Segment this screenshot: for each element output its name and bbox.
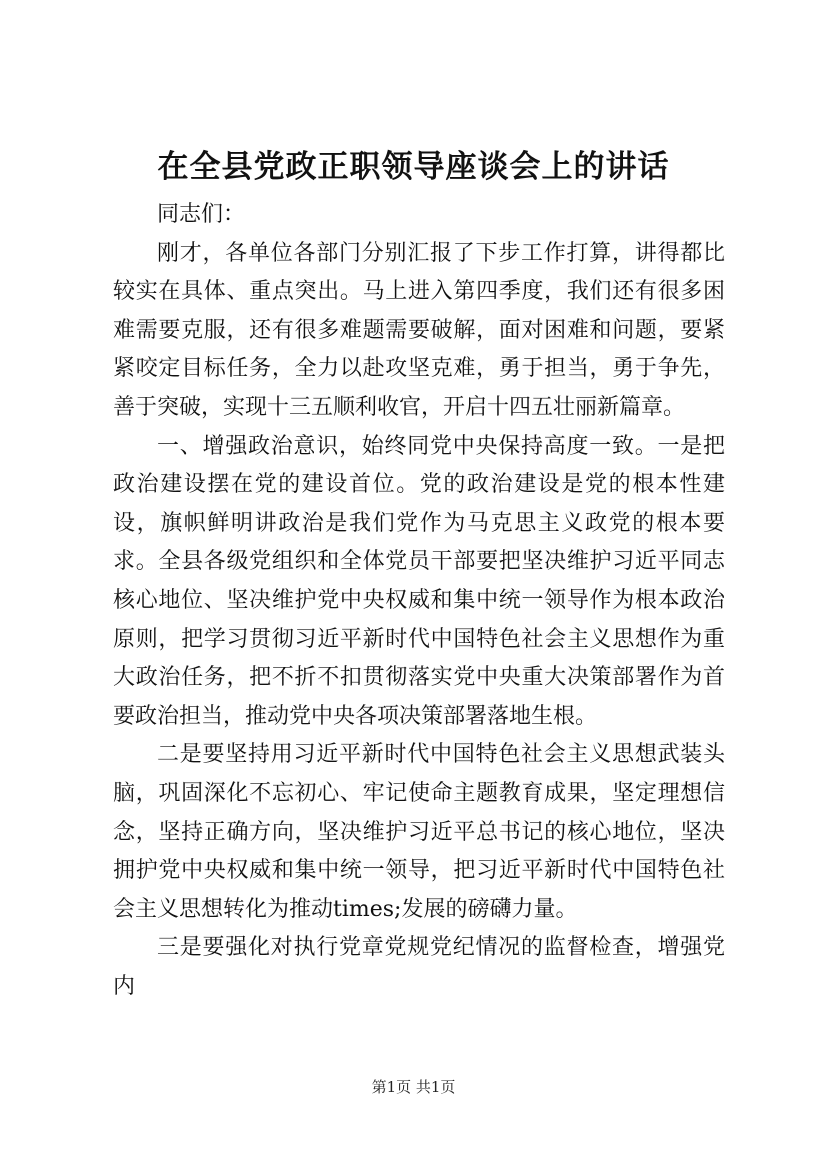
paragraph-opening: 刚才，各单位各部门分别汇报了下步工作打算，讲得都比较实在具体、重点突出。马上进入第四季度，我们还有很多困难需要克服，还有很多难题需要破解，面对困难和问题，要紧紧咬定目标任务，全力以赴攻坚克难，勇于担当，勇于争先，善于突破，实现十三五顺利收官，开启十四五壮丽新篇章。 [113, 240, 725, 420]
paragraph-section-one: 一、增强政治意识，始终同党中央保持高度一致。一是把政治建设摆在党的建设首位。党的政治建设是党的根本性建设，旗帜鲜明讲政治是我们党作为马克思主义政党的根本要求。全县各级党组织和全体党员干部要把坚决维护习近平同志核心地位、坚决维护党中央权威和集中统一领导作为根本政治原则，把学习贯彻习近平新时代中国特色社会主义思想作为重大政治任务，把不折不扣贯彻落实党中央重大决策部署作为首要政治担当，推动党中央各项决策部署落地生根。 [113, 433, 725, 729]
salutation: 同志们： [157, 202, 246, 227]
page-footer: 第1页 共1页 [371, 1078, 456, 1096]
paragraph-point-two: 二是要坚持用习近平新时代中国特色社会主义思想武装头脑，巩固深化不忘初心、牢记使命主题教育成果，坚定理想信念，坚持正确方向，坚决维护习近平总书记的核心地位，坚决拥护党中央权威和集中统一领导，把习近平新时代中国特色社会主义思想转化为推动times;发展的磅礴力量。 [113, 742, 725, 922]
document-body [113, 196, 725, 1006]
paragraph-point-three: 三是要强化对执行党章党规党纪情况的监督检查，增强党内 [113, 935, 725, 999]
document-title: 在全县党政正职领导座谈会上的讲话 [157, 149, 670, 185]
